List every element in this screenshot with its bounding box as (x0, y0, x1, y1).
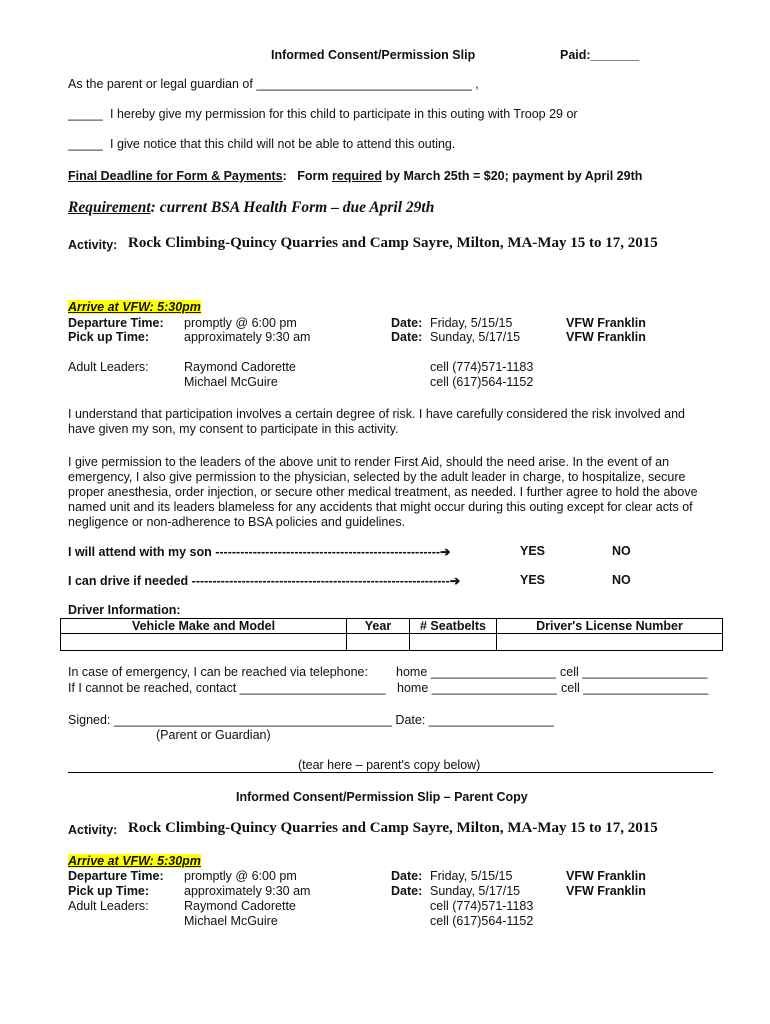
permission-text: I hereby give my permission for this child to participate in this outing with Troop 29 or (110, 107, 578, 121)
tear-instruction: (tear here – parent's copy below) (298, 758, 481, 772)
deadline-line (68, 169, 642, 183)
permission-checkbox-blank[interactable]: _____ (68, 107, 103, 121)
firstaid-paragraph: I give permission to the leaders of the above unit to render First Aid, should the need arise. In the event of an emergency, I also give permission to the physician, selected by the adult leader in charge, to hospitalize, secure proper anesthesia, order injection, or secure other medical treatment, as needed. I further agree to hold the above named unit and its leaders blameless for any accidents that might occur during this outing except for clear acts of negligence or non-adherence to BSA policies and guidelines. (68, 455, 698, 529)
departure-place: VFW Franklin (566, 316, 646, 330)
guardian-line[interactable]: As the parent or legal guardian of _______________________________ , (68, 77, 479, 91)
date-value: Friday, 5/15/15 (430, 316, 513, 330)
cell-phone-field[interactable]: cell __________________ (560, 665, 708, 679)
pickup-value: approximately 9:30 am (184, 884, 311, 898)
date-value: Sunday, 5/17/15 (430, 884, 521, 898)
decline-text: I give notice that this child will not be able to attend this outing. (110, 137, 456, 151)
drive-question (68, 573, 460, 588)
leader-name: Michael McGuire (184, 375, 278, 389)
emergency-label: In case of emergency, I can be reached via telephone: (68, 665, 368, 679)
decline-checkbox-blank[interactable]: _____ (68, 137, 103, 151)
departure-place: VFW Franklin (566, 869, 646, 883)
attend-question (68, 544, 451, 559)
year-cell[interactable] (347, 634, 410, 651)
date-label: Date: (391, 330, 423, 344)
attend-yes-option[interactable]: YES (520, 544, 546, 558)
driver-info-title: Driver Information: (68, 603, 181, 617)
leader-phone: cell (774)571-1183 (430, 899, 534, 913)
column-header-vehicle: Vehicle Make and Model (61, 619, 347, 634)
pickup-value: approximately 9:30 am (184, 330, 311, 344)
departure-label: Departure Time: (68, 869, 164, 883)
page-title: Informed Consent/Permission Slip (271, 48, 476, 62)
leader-name: Raymond Cadorette (184, 360, 296, 374)
license-cell[interactable] (497, 634, 723, 651)
date-label: Date: (391, 884, 423, 898)
activity-title (128, 820, 658, 837)
activity-title (128, 235, 658, 252)
leaders-label: Adult Leaders: (68, 899, 149, 913)
arrive-time: Arrive at VFW: 5:30pm (68, 854, 201, 868)
pickup-place: VFW Franklin (566, 330, 646, 344)
leader-phone: cell (617)564-1152 (430, 375, 534, 389)
pickup-label: Pick up Time: (68, 884, 150, 898)
activity-location: , Milton, MA-May 15 to 17, 2015 (449, 820, 658, 836)
column-header-seatbelts: # Seatbelts (410, 619, 497, 634)
arrive-time: Arrive at VFW: 5:30pm (68, 300, 201, 314)
attend-question-text: I will attend with my son ------------------------------------------------------ (68, 545, 441, 559)
activity-label: Activity: (68, 238, 118, 252)
arrow-icon: ➔ (440, 545, 451, 559)
risk-paragraph: I understand that participation involves a certain degree of risk. I have carefully considered the risk involved and have given my son, my consent to participate in this activity. (68, 407, 686, 436)
attend-no-option[interactable]: NO (612, 544, 631, 558)
signature-line[interactable]: Signed: ________________________________________ Date: __________________ (68, 713, 554, 727)
date-value: Sunday, 5/17/15 (430, 330, 521, 344)
alt-home-phone-field[interactable]: home __________________ (397, 681, 557, 695)
leader-phone: cell (774)571-1183 (430, 360, 534, 374)
pickup-place: VFW Franklin (566, 884, 646, 898)
departure-label: Departure Time: (68, 316, 164, 330)
column-header-year: Year (347, 619, 410, 634)
alt-cell-phone-field[interactable]: cell __________________ (561, 681, 709, 695)
drive-no-option[interactable]: NO (612, 573, 631, 587)
parent-copy-title: Informed Consent/Permission Slip – Parent Copy (236, 790, 528, 804)
deadline-form: Form (297, 169, 329, 183)
requirement-label: Requirement (68, 199, 151, 216)
column-header-license: Driver's License Number (497, 619, 723, 634)
deadline-rest: by March 25th = $20; payment by April 29th (385, 169, 643, 183)
requirement-text: : current BSA Health Form – due April 29th (150, 199, 435, 216)
deadline-label: Final Deadline for Form & Payments (68, 169, 283, 183)
activity-location: , Milton, MA-May 15 to 17, 2015 (449, 235, 658, 251)
leader-name: Raymond Cadorette (184, 899, 296, 913)
signature-caption: (Parent or Guardian) (156, 728, 271, 742)
arrow-icon: ➔ (449, 574, 461, 588)
pickup-label: Pick up Time: (68, 330, 150, 344)
activity-name: Rock Climbing-Quincy Quarries and Camp Sayre (128, 235, 449, 251)
vehicle-cell[interactable] (61, 634, 347, 651)
tear-divider (68, 772, 713, 773)
drive-question-text: I can drive if needed -------------------------------------------------------------- (68, 574, 450, 588)
driver-table (60, 618, 723, 651)
departure-value: promptly @ 6:00 pm (184, 316, 297, 330)
date-label: Date: (391, 869, 423, 883)
deadline-colon: : (282, 169, 287, 183)
deadline-required: required (331, 169, 382, 183)
table-row (61, 634, 723, 651)
date-label: Date: (391, 316, 423, 330)
leaders-label: Adult Leaders: (68, 360, 149, 374)
home-phone-field[interactable]: home __________________ (396, 665, 556, 679)
alternate-contact-field[interactable]: If I cannot be reached, contact _____________________ (68, 681, 386, 695)
leader-phone: cell (617)564-1152 (430, 914, 534, 928)
seatbelts-cell[interactable] (410, 634, 497, 651)
date-value: Friday, 5/15/15 (430, 869, 513, 883)
activity-label: Activity: (68, 823, 118, 837)
activity-name: Rock Climbing-Quincy Quarries and Camp Sayre (128, 820, 449, 836)
table-header-row (61, 619, 723, 634)
drive-yes-option[interactable]: YES (520, 573, 546, 587)
requirement-line (68, 199, 434, 217)
paid-field[interactable]: Paid:_______ (560, 48, 640, 62)
departure-value: promptly @ 6:00 pm (184, 869, 297, 883)
leader-name: Michael McGuire (184, 914, 278, 928)
